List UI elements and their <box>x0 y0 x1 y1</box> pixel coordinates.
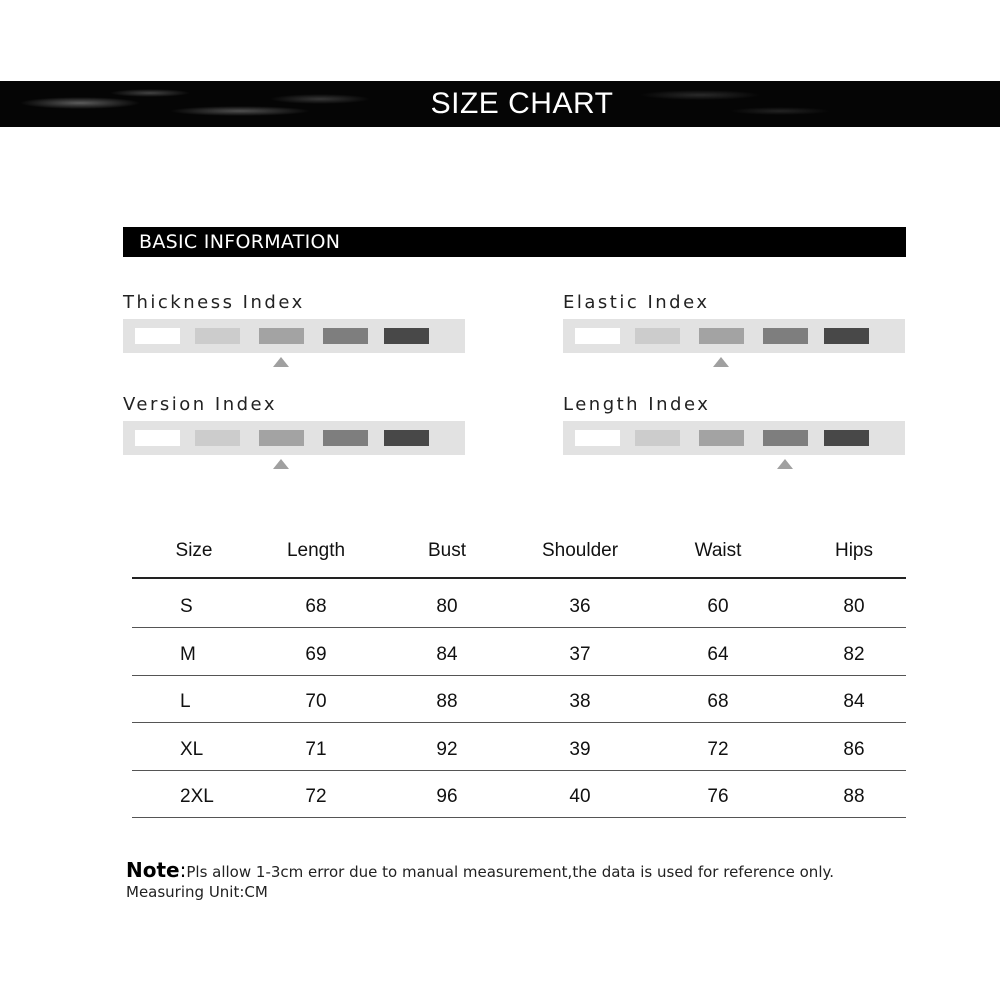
index-swatch-1 <box>575 430 620 446</box>
table-cell: 84 <box>436 643 458 665</box>
row-divider <box>132 817 906 818</box>
index-swatch-2 <box>195 430 240 446</box>
table-cell: 71 <box>305 738 327 760</box>
table-cell: 82 <box>843 643 865 665</box>
index-swatch-3 <box>699 430 744 446</box>
column-header-shoulder: Shoulder <box>541 540 619 561</box>
table-cell: 92 <box>436 738 458 760</box>
index-swatch-2 <box>635 328 680 344</box>
index-scale <box>563 421 905 455</box>
index-swatch-3 <box>259 328 304 344</box>
index-swatch-5 <box>824 328 869 344</box>
index-swatch-4 <box>763 328 808 344</box>
row-divider <box>132 722 906 723</box>
index-scale <box>123 319 465 353</box>
note-label: Note <box>126 858 180 882</box>
table-cell: 84 <box>843 691 865 712</box>
index-swatch-5 <box>384 430 429 446</box>
column-header-size: Size <box>175 540 213 561</box>
index-swatch-1 <box>135 328 180 344</box>
table-cell: 40 <box>569 786 591 807</box>
table-cell: M <box>180 643 196 665</box>
table-cell: 70 <box>305 691 327 712</box>
index-swatch-5 <box>824 430 869 446</box>
table-cell: XL <box>180 738 204 760</box>
table-cell: 72 <box>707 738 729 760</box>
column-header-bust: Bust <box>427 540 467 561</box>
table-cell: 36 <box>569 596 591 617</box>
length-index <box>563 394 905 464</box>
table-cell: 68 <box>707 691 729 712</box>
table-cell: 69 <box>305 643 327 665</box>
index-label: Version Index <box>123 394 277 415</box>
index-swatch-3 <box>259 430 304 446</box>
table-cell: 37 <box>569 643 591 665</box>
row-divider <box>132 627 906 628</box>
index-marker-icon <box>273 357 289 367</box>
index-marker-icon <box>777 459 793 469</box>
index-label: Thickness Index <box>123 292 305 313</box>
table-cell: 68 <box>305 596 327 617</box>
note-text: Pls allow 1-3cm error due to manual measurement,the data is used for reference only. <box>186 863 834 881</box>
header-banner <box>0 81 1000 127</box>
index-swatch-1 <box>135 430 180 446</box>
section-title: BASIC INFORMATION <box>139 231 341 253</box>
column-header-hips: Hips <box>834 540 874 561</box>
section-header <box>123 227 906 257</box>
index-swatch-4 <box>323 328 368 344</box>
note <box>126 858 986 901</box>
page-title: SIZE CHART <box>430 87 614 120</box>
table-cell: 88 <box>843 786 865 807</box>
table-cell: 60 <box>707 596 729 617</box>
table-cell: 72 <box>305 786 327 807</box>
index-swatch-5 <box>384 328 429 344</box>
index-scale <box>123 421 465 455</box>
table-cell: 64 <box>707 643 729 665</box>
index-marker-icon <box>713 357 729 367</box>
table-cell: S <box>180 596 193 617</box>
table-cell: 80 <box>436 596 458 617</box>
index-swatch-1 <box>575 328 620 344</box>
elastic-index <box>563 292 905 362</box>
row-divider <box>132 675 906 676</box>
index-swatch-4 <box>323 430 368 446</box>
table-cell: 2XL <box>180 786 214 807</box>
index-marker-icon <box>273 459 289 469</box>
column-header-length: Length <box>286 540 346 561</box>
row-divider <box>132 770 906 771</box>
table-cell: 88 <box>436 691 458 712</box>
table-cell: L <box>180 691 191 712</box>
index-label: Length Index <box>563 394 711 415</box>
table-cell: 39 <box>569 738 591 760</box>
header-divider <box>132 577 906 579</box>
table-cell: 38 <box>569 691 591 712</box>
index-swatch-2 <box>635 430 680 446</box>
column-header-waist: Waist <box>694 540 742 561</box>
index-swatch-4 <box>763 430 808 446</box>
table-cell: 96 <box>436 786 458 807</box>
table-cell: 80 <box>843 596 865 617</box>
measuring-unit: Measuring Unit:CM <box>126 883 268 901</box>
table-cell: 86 <box>843 738 865 760</box>
size-table <box>132 530 906 830</box>
index-scale <box>563 319 905 353</box>
index-swatch-2 <box>195 328 240 344</box>
index-swatch-3 <box>699 328 744 344</box>
index-label: Elastic Index <box>563 292 710 313</box>
thickness-index <box>123 292 465 362</box>
note-separator: : <box>179 858 187 882</box>
table-cell: 76 <box>707 786 729 807</box>
version-index <box>123 394 465 464</box>
